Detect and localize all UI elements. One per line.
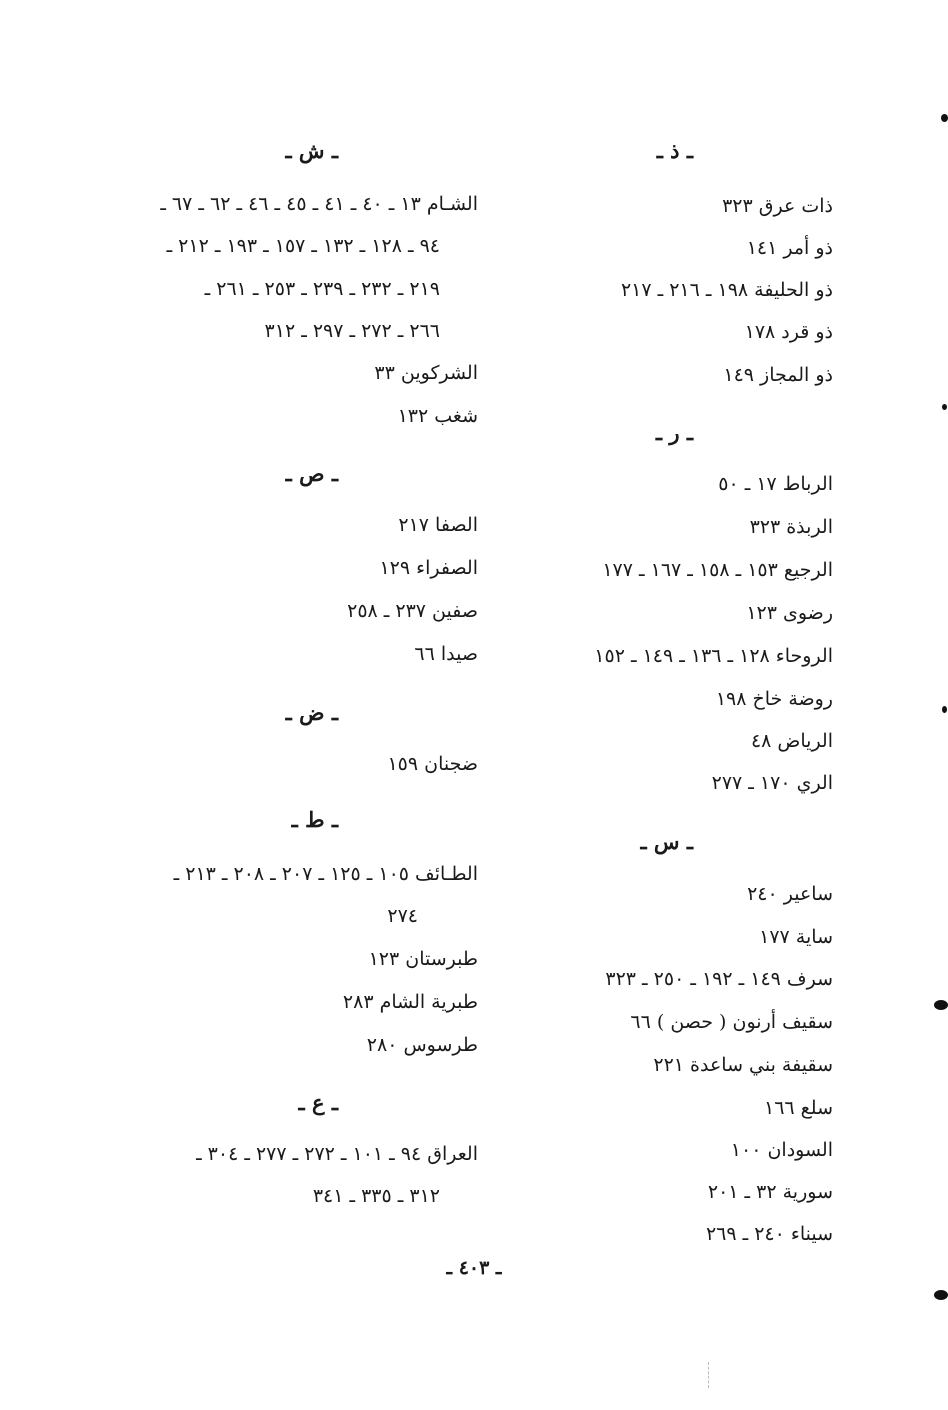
index-entry: سورية ٣٢ ـ ٢٠١: [707, 1181, 833, 1203]
scan-mark: [942, 404, 947, 410]
index-entry-continuation: ٩٤ ـ ١٢٨ ـ ١٣٢ ـ ١٥٧ ـ ١٩٣ ـ ٢١٢ ـ: [166, 235, 440, 257]
scan-mark: [941, 114, 948, 122]
index-entry: الرباط ١٧ ـ ٥٠: [718, 473, 833, 495]
index-entry: الرجيع ١٥٣ ـ ١٥٨ ـ ١٦٧ ـ ١٧٧: [602, 559, 833, 581]
index-entry: سلع ١٦٦: [764, 1097, 833, 1119]
index-entry: صفين ٢٣٧ ـ ٢٥٨: [347, 600, 478, 622]
index-entry: رضوى ١٢٣: [746, 602, 833, 624]
section-heading-dad: ـ ض ـ: [285, 700, 338, 725]
index-entry: السودان ١٠٠: [730, 1139, 833, 1161]
index-entry: الربذة ٣٢٣: [749, 516, 833, 538]
index-entry: ذو الحليفة ١٩٨ ـ ٢١٦ ـ ٢١٧: [620, 279, 833, 301]
scan-mark: [934, 1290, 948, 1300]
index-entry: طرسوس ٢٨٠: [366, 1034, 478, 1056]
index-entry: الروحاء ١٢٨ ـ ١٣٦ ـ ١٤٩ ـ ١٥٢: [594, 645, 833, 667]
index-entry: طبرية الشام ٢٨٣: [342, 991, 478, 1013]
index-entry: ساية ١٧٧: [759, 926, 833, 948]
index-entry: صيدا ٦٦: [414, 643, 478, 665]
section-heading-shin: ـ ش ـ: [285, 138, 338, 163]
index-entry: الصفا ٢١٧: [398, 514, 478, 536]
index-entry: سقيف أرنون ( حصن ) ٦٦: [630, 1011, 833, 1033]
index-entry: شغب ١٣٢: [397, 405, 478, 427]
index-entry: ذو أمر ١٤١: [746, 237, 833, 259]
section-heading-ta: ـ ط ـ: [291, 807, 338, 832]
index-entry: طبرستان ١٢٣: [368, 948, 478, 970]
index-entry: الصفراء ١٢٩: [379, 557, 478, 579]
section-heading-sad: ـ ص ـ: [285, 461, 338, 486]
index-entry: العراق ٩٤ ـ ١٠١ ـ ٢٧٢ ـ ٢٧٧ ـ ٣٠٤ ـ: [196, 1143, 478, 1165]
index-entry: سيناء ٢٤٠ ـ ٢٦٩: [705, 1223, 833, 1245]
section-heading-ayn: ـ ع ـ: [298, 1090, 338, 1115]
section-heading-dhal: ـ ذ ـ: [656, 138, 693, 163]
index-entry-continuation: ٢٧٤: [387, 905, 418, 927]
page-number: ـ ٤٠٣ ـ: [446, 1257, 502, 1279]
scan-mark: [934, 1000, 948, 1010]
index-entry: ذات عرق ٣٢٣: [722, 195, 833, 217]
index-entry: الري ١٧٠ ـ ٢٧٧: [711, 772, 833, 794]
index-entry: ذو المجاز ١٤٩: [723, 364, 833, 386]
index-entry: الطـائف ١٠٥ ـ ١٢٥ ـ ٢٠٧ ـ ٢٠٨ ـ ٢١٣ ـ: [173, 863, 478, 885]
index-entry: ضجنان ١٥٩: [387, 753, 478, 775]
index-entry: سرف ١٤٩ ـ ١٩٢ ـ ٢٥٠ ـ ٣٢٣: [605, 968, 833, 990]
index-entry: سقيفة بني ساعدة ٢٢١: [653, 1054, 833, 1076]
section-heading-ra: ـ ر ـ: [655, 420, 693, 445]
index-entry-continuation: ٢٦٦ ـ ٢٧٢ ـ ٢٩٧ ـ ٣١٢: [264, 320, 440, 342]
index-entry: الرياض ٤٨: [750, 730, 833, 752]
index-entry: ساعير ٢٤٠: [747, 883, 833, 905]
scan-line: [708, 1362, 709, 1388]
index-entry: الشـام ١٣ ـ ٤٠ ـ ٤١ ـ ٤٥ ـ ٤٦ ـ ٦٢ ـ ٦٧ ـ: [160, 193, 478, 215]
scan-mark: [942, 706, 947, 713]
index-entry: روضة خاخ ١٩٨: [715, 688, 833, 710]
index-entry-continuation: ٣١٢ ـ ٣٣٥ ـ ٣٤١: [312, 1185, 440, 1207]
section-heading-sin: ـ س ـ: [640, 829, 693, 854]
index-entry-continuation: ٢١٩ ـ ٢٣٢ ـ ٢٣٩ ـ ٢٥٣ ـ ٢٦١ ـ: [204, 278, 440, 300]
index-entry: ذو قرد ١٧٨: [744, 321, 833, 343]
index-entry: الشركوين ٣٣: [374, 362, 478, 384]
